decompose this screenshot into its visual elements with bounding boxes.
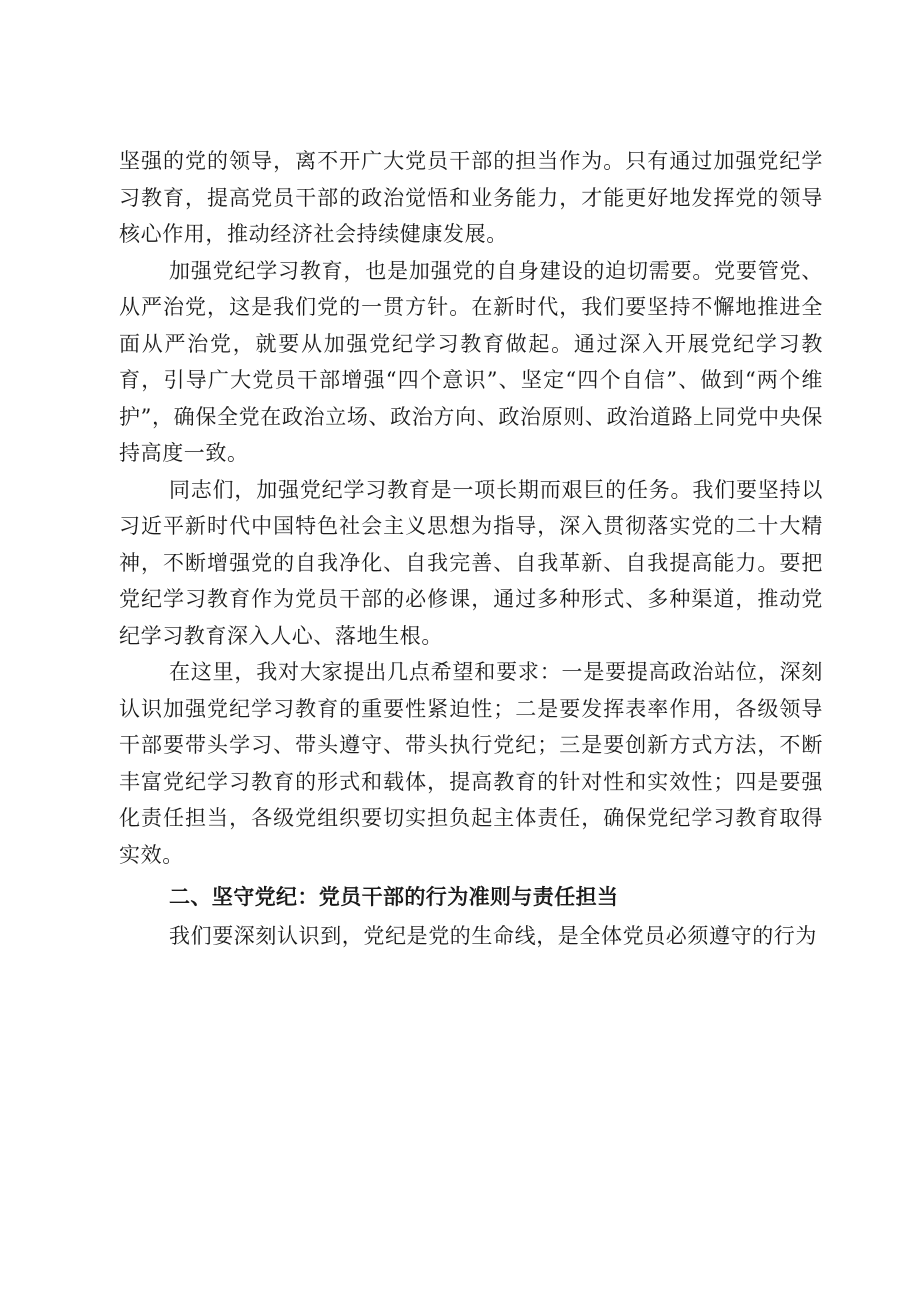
document-page (119, 143, 823, 955)
paragraph-3: 同志们，加强党纪学习教育是一项长期而艰巨的任务。我们要坚持以习近平新时代中国特色社会主义思想为指导，深入贯彻落实党的二十大精神，不断增强党的自我净化、自我完善、自我革新、自我提高能力。要把党纪学习教育作为党员干部的必修课，通过多种形式、多种渠道，推动党纪学习教育深入人心、落地生根。 (119, 477, 823, 648)
paragraph-1: 坚强的党的领导，离不开广大党员干部的担当作为。只有通过加强党纪学习教育，提高党员干部的政治觉悟和业务能力，才能更好地发挥党的领导核心作用，推动经济社会持续健康发展。 (119, 149, 823, 246)
paragraph-2: 加强党纪学习教育，也是加强党的自身建设的迫切需要。党要管党、从严治党，这是我们党的一贯方针。在新时代，我们要坚持不懈地推进全面从严治党，就要从加强党纪学习教育做起。通过深入开展党纪学习教育，引导广大党员干部增强“四个意识”、坚定“四个自信”、做到“两个维护”，确保全党在政治立场、政治方向、政治原则、政治道路上同党中央保持高度一致。 (119, 258, 823, 465)
paragraph-5: 我们要深刻认识到，党纪是党的生命线，是全体党员必须遵守的行为 (169, 924, 817, 948)
paragraph-4: 在这里，我对大家提出几点希望和要求：一是要提高政治站位，深刻认识加强党纪学习教育的重要性紧迫性；二是要发挥表率作用，各级领导干部要带头学习、带头遵守、带头执行党纪；三是要创新方式方法，不断丰富党纪学习教育的形式和载体，提高教育的针对性和实效性；四是要强化责任担当，各级党组织要切实担负起主体责任，确保党纪学习教育取得实效。 (119, 660, 823, 867)
section-heading: 二、坚守党纪：党员干部的行为准则与责任担当 (169, 885, 619, 909)
